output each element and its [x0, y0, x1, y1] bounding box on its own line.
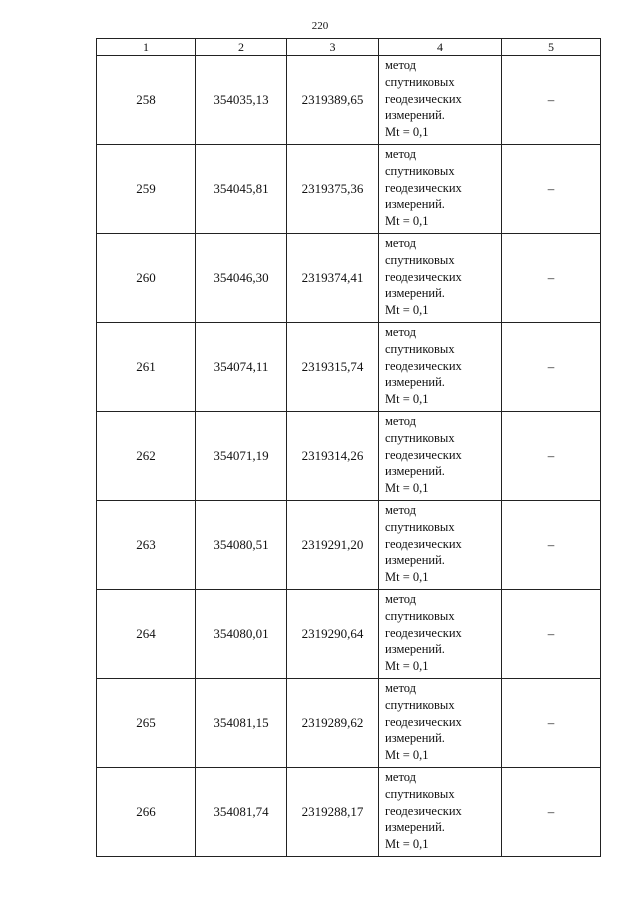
column-5-cell: –	[502, 679, 601, 768]
method-line: метод	[385, 236, 417, 250]
column-5-cell: –	[502, 412, 601, 501]
method-cell	[379, 679, 502, 768]
method-line: измерений.	[385, 553, 445, 568]
page-number: 220	[311, 20, 329, 32]
method-line: спутниковых	[385, 341, 455, 356]
method-line: геодезических	[385, 358, 462, 373]
method-line: геодезических	[385, 269, 462, 284]
method-cell	[379, 590, 502, 679]
point-number-cell: 266	[97, 768, 196, 857]
method-line: Mt = 0,1	[385, 303, 429, 318]
method-line: геодезических	[385, 180, 462, 195]
table-row	[97, 323, 601, 412]
method-line: метод	[385, 503, 417, 517]
column-5-cell: –	[502, 768, 601, 857]
table-row	[97, 145, 601, 234]
column-5-cell: –	[502, 501, 601, 590]
point-number-cell: 258	[97, 56, 196, 145]
method-line: измерений.	[385, 820, 445, 835]
y-coordinate-cell: 2319291,20	[287, 501, 379, 590]
column-header-2: 2	[196, 39, 287, 56]
point-number-cell: 264	[97, 590, 196, 679]
y-coordinate-cell: 2319315,74	[287, 323, 379, 412]
x-coordinate-cell: 354045,81	[196, 145, 287, 234]
point-number-cell: 265	[97, 679, 196, 768]
x-coordinate-cell: 354046,30	[196, 234, 287, 323]
method-cell	[379, 768, 502, 857]
method-line: геодезических	[385, 714, 462, 729]
column-5-cell: –	[502, 234, 601, 323]
x-coordinate-cell: 354035,13	[196, 56, 287, 145]
method-line: Mt = 0,1	[385, 481, 429, 496]
method-line: спутниковых	[385, 74, 455, 89]
method-line: метод	[385, 592, 417, 606]
table-row	[97, 501, 601, 590]
method-line: измерений.	[385, 464, 445, 479]
method-line: спутниковых	[385, 252, 455, 267]
column-header-1: 1	[97, 39, 196, 56]
method-line: метод	[385, 147, 417, 161]
method-line: спутниковых	[385, 608, 455, 623]
method-line: Mt = 0,1	[385, 214, 429, 229]
table-row	[97, 768, 601, 857]
table-row	[97, 234, 601, 323]
method-cell	[379, 145, 502, 234]
method-line: Mt = 0,1	[385, 392, 429, 407]
method-line: геодезических	[385, 447, 462, 462]
table-row	[97, 590, 601, 679]
method-line: измерений.	[385, 375, 445, 390]
y-coordinate-cell: 2319288,17	[287, 768, 379, 857]
x-coordinate-cell: 354071,19	[196, 412, 287, 501]
method-line: Mt = 0,1	[385, 125, 429, 140]
method-line: спутниковых	[385, 430, 455, 445]
method-line: метод	[385, 414, 417, 428]
method-line: метод	[385, 325, 417, 339]
point-number-cell: 261	[97, 323, 196, 412]
method-line: спутниковых	[385, 786, 455, 801]
column-5-cell: –	[502, 145, 601, 234]
method-line: геодезических	[385, 91, 462, 106]
method-line: геодезических	[385, 625, 462, 640]
point-number-cell: 263	[97, 501, 196, 590]
column-5-cell: –	[502, 323, 601, 412]
method-line: измерений.	[385, 108, 445, 123]
table-body	[97, 56, 601, 857]
point-number-cell: 259	[97, 145, 196, 234]
method-line: измерений.	[385, 731, 445, 746]
method-line: геодезических	[385, 536, 462, 551]
method-line: спутниковых	[385, 163, 455, 178]
method-line: измерений.	[385, 642, 445, 657]
method-line: измерений.	[385, 197, 445, 212]
y-coordinate-cell: 2319289,62	[287, 679, 379, 768]
column-5-cell: –	[502, 56, 601, 145]
table-row	[97, 679, 601, 768]
method-line: метод	[385, 681, 417, 695]
x-coordinate-cell: 354080,01	[196, 590, 287, 679]
column-header-4: 4	[379, 39, 502, 56]
y-coordinate-cell: 2319290,64	[287, 590, 379, 679]
y-coordinate-cell: 2319314,26	[287, 412, 379, 501]
method-cell	[379, 323, 502, 412]
column-header-5: 5	[502, 39, 601, 56]
coordinates-table	[96, 38, 601, 857]
method-line: измерений.	[385, 286, 445, 301]
point-number-cell: 262	[97, 412, 196, 501]
x-coordinate-cell: 354081,74	[196, 768, 287, 857]
table-row	[97, 56, 601, 145]
method-line: Mt = 0,1	[385, 837, 429, 852]
method-line: геодезических	[385, 803, 462, 818]
method-cell	[379, 56, 502, 145]
method-line: Mt = 0,1	[385, 570, 429, 585]
point-number-cell: 260	[97, 234, 196, 323]
y-coordinate-cell: 2319374,41	[287, 234, 379, 323]
method-line: спутниковых	[385, 519, 455, 534]
method-line: Mt = 0,1	[385, 659, 429, 674]
method-line: спутниковых	[385, 697, 455, 712]
table-row	[97, 412, 601, 501]
column-5-cell: –	[502, 590, 601, 679]
method-cell	[379, 412, 502, 501]
method-line: Mt = 0,1	[385, 748, 429, 763]
method-line: метод	[385, 770, 417, 784]
method-cell	[379, 234, 502, 323]
y-coordinate-cell: 2319375,36	[287, 145, 379, 234]
table-header-row	[97, 39, 601, 56]
x-coordinate-cell: 354074,11	[196, 323, 287, 412]
method-line: метод	[385, 58, 417, 72]
x-coordinate-cell: 354081,15	[196, 679, 287, 768]
y-coordinate-cell: 2319389,65	[287, 56, 379, 145]
column-header-3: 3	[287, 39, 379, 56]
x-coordinate-cell: 354080,51	[196, 501, 287, 590]
method-cell	[379, 501, 502, 590]
